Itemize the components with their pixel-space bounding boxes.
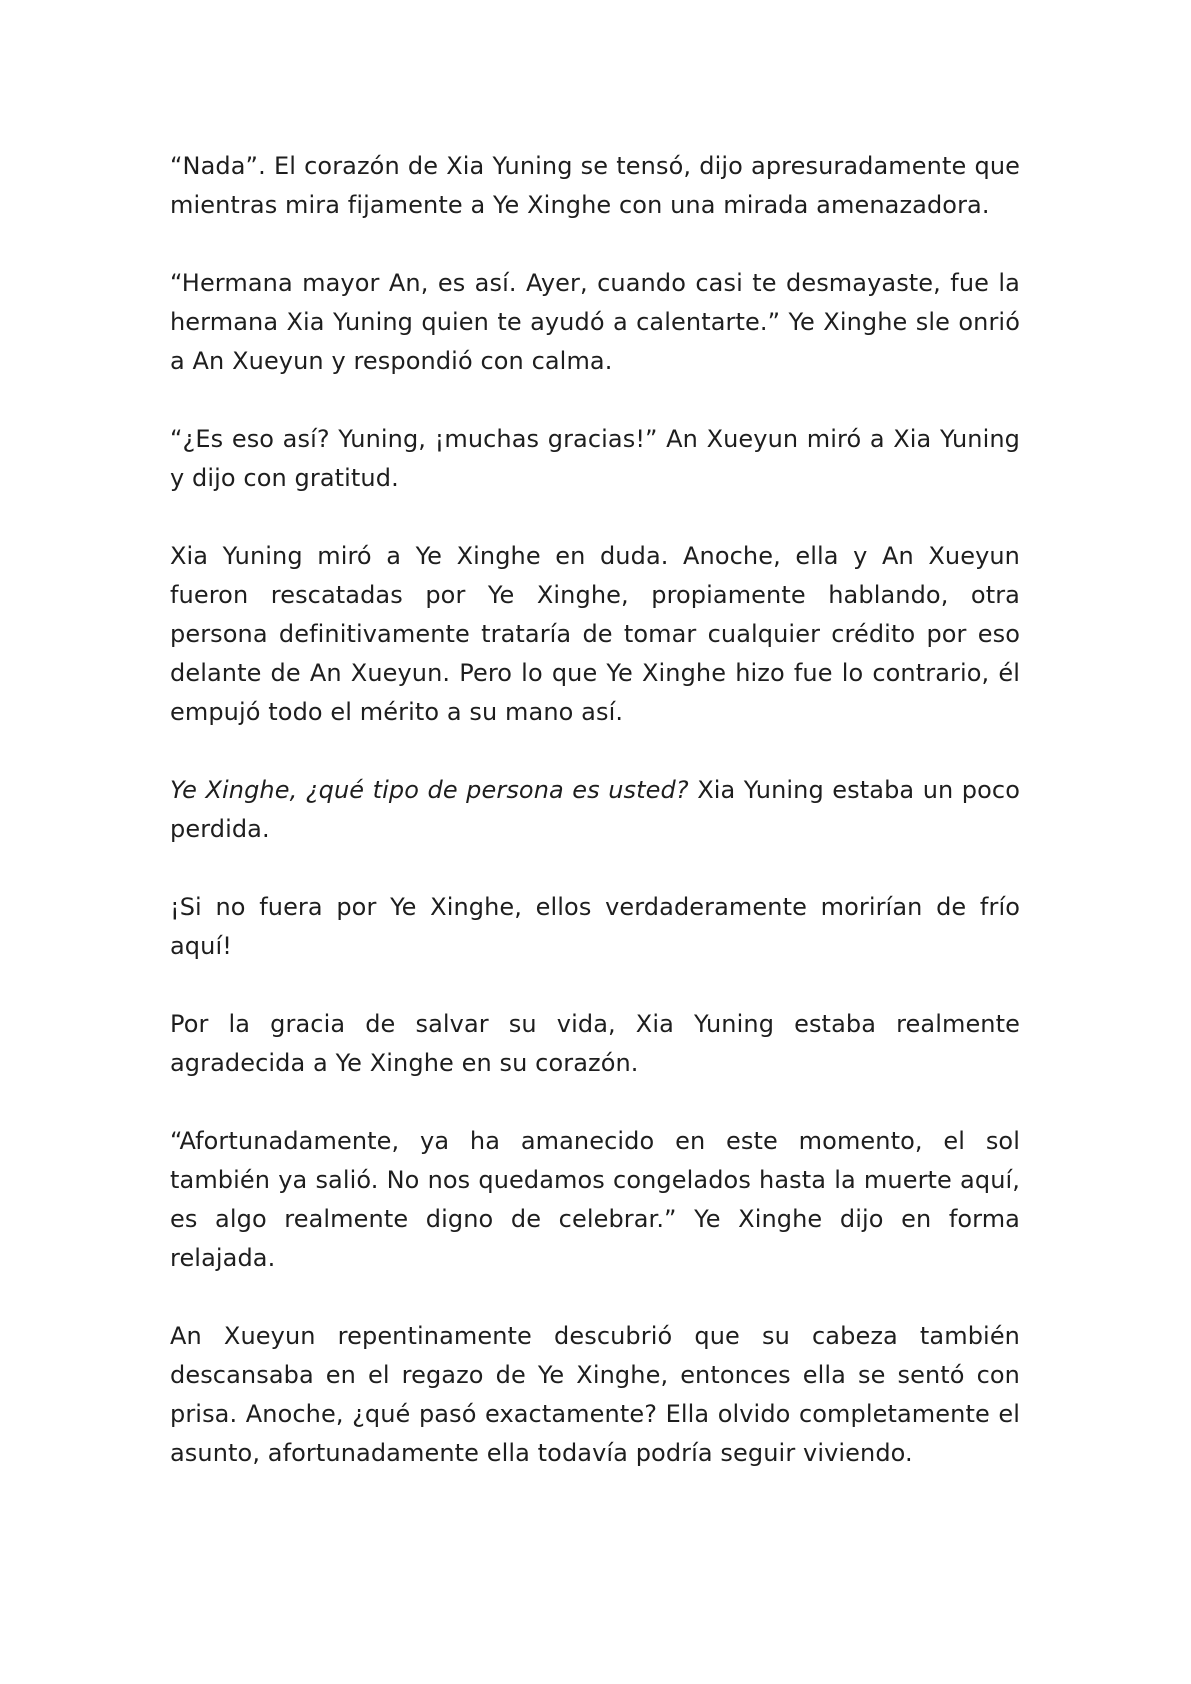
italic-thought: Ye Xinghe, ¿qué tipo de persona es usted? — [170, 776, 689, 804]
paragraph-8 — [170, 1122, 1020, 1278]
paragraph-3 — [170, 420, 1020, 498]
paragraph-text: “¿Es eso así? Yuning, ¡muchas gracias!” An Xueyun miró a Xia Yuning y dijo con gratitud. — [170, 425, 1020, 492]
paragraph-1 — [170, 147, 1020, 225]
paragraph-text: Xia Yuning miró a Ye Xinghe en duda. Anoche, ella y An Xueyun fueron rescatadas por Ye Xinghe, propiamente hablando, otra persona definitivamente trataría de tomar cualquier crédito por eso delante de An Xueyun. Pero lo que Ye Xinghe hizo fue lo contrario, él empujó todo el mérito a su mano así. — [170, 542, 1020, 726]
paragraph-text: “Nada”. El corazón de Xia Yuning se tensó, dijo apresuradamente que mientras mira fijamente a Ye Xinghe con una mirada amenazadora. — [170, 152, 1020, 219]
paragraph-9 — [170, 1317, 1020, 1473]
paragraph-text: Por la gracia de salvar su vida, Xia Yuning estaba realmente agradecida a Ye Xinghe en su corazón. — [170, 1010, 1020, 1077]
paragraph-5 — [170, 771, 1020, 849]
paragraph-text: Xia Yuning estaba un poco perdida. — [170, 776, 1020, 843]
paragraph-7 — [170, 1005, 1020, 1083]
paragraph-6 — [170, 888, 1020, 966]
document-body — [170, 147, 1020, 1473]
paragraph-text: An Xueyun repentinamente descubrió que su cabeza también descansaba en el regazo de Ye Xinghe, entonces ella se sentó con prisa. Anoche, ¿qué pasó exactamente? Ella olvido completamente el asunto, afortunadamente ella todavía podría seguir viviendo. — [170, 1322, 1020, 1467]
paragraph-4 — [170, 537, 1020, 732]
paragraph-text: “Hermana mayor An, es así. Ayer, cuando casi te desmayaste, fue la hermana Xia Yuning quien te ayudó a calentarte.” Ye Xinghe sle onrió a An Xueyun y respondió con calma. — [170, 269, 1020, 375]
paragraph-2 — [170, 264, 1020, 381]
paragraph-text: ¡Si no fuera por Ye Xinghe, ellos verdaderamente morirían de frío aquí! — [170, 893, 1020, 960]
paragraph-text: “Afortunadamente, ya ha amanecido en este momento, el sol también ya salió. No nos quedamos congelados hasta la muerte aquí, es algo realmente digno de celebrar.” Ye Xinghe dijo en forma relajada. — [170, 1127, 1020, 1272]
